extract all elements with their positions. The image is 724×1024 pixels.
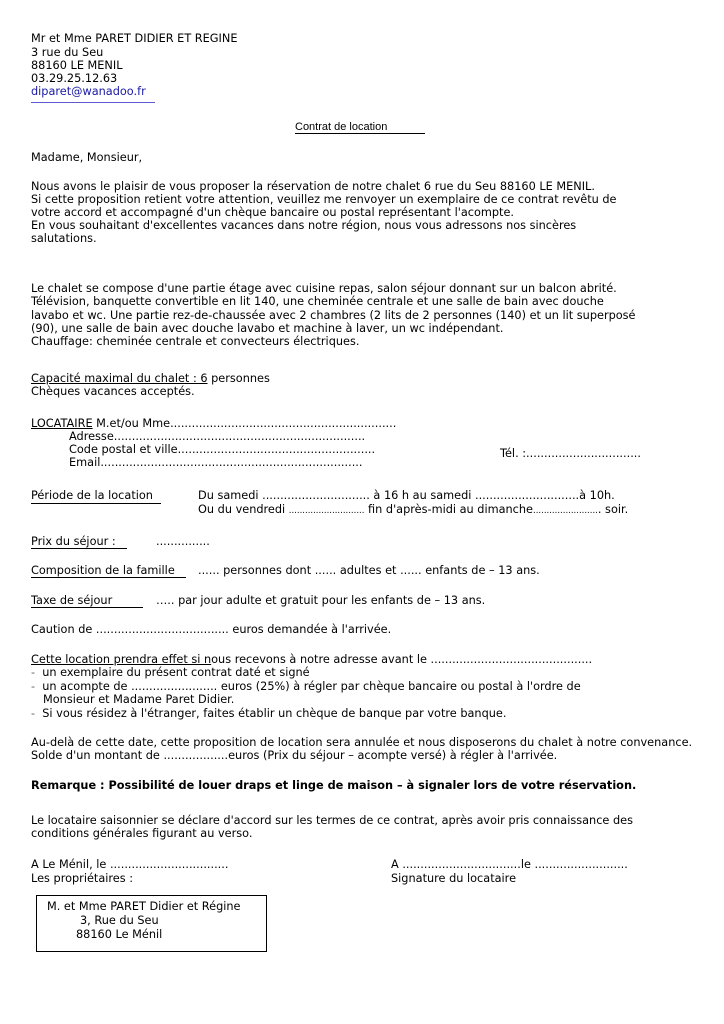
tax-label: Taxe de séjour xyxy=(31,594,113,607)
period-line-2-a: Ou du vendredi xyxy=(198,503,289,516)
price-label: Prix du séjour : xyxy=(31,535,116,548)
cheques-accepted: Chèques vacances acceptés. xyxy=(31,385,195,398)
capacity-label: Capacité maximal du chalet : 6 xyxy=(31,372,208,385)
tax-label-underline xyxy=(31,607,143,608)
description-line-4: (90), une salle de bain avec douche lavabo et machine à laver, un wc indépendant. xyxy=(31,322,504,335)
composition-label: Composition de la famille xyxy=(31,564,175,577)
price-label-underline xyxy=(31,548,127,549)
description-line-2: Télévision, banquette convertible en lit 140, une cheminée centrale et une salle de bain avec douche xyxy=(31,295,604,308)
sender-phone: 03.29.25.12.63 xyxy=(31,72,118,85)
sender-name: Mr et Mme PARET DIDIER ET REGINE xyxy=(31,32,238,45)
owners-label: Les propriétaires : xyxy=(31,872,134,885)
condition-item-1-text: un exemplaire du présent contrat daté et signé xyxy=(42,666,310,679)
condition-item-3: - Si vous résidez à l'étranger, faites établir un chèque de banque par votre banque. xyxy=(31,707,507,720)
intro-line-4: En vous souhaitant d'excellentes vacances dans notre région, nous vous adressons nos sincères xyxy=(31,219,577,232)
intro-line-1: Nous avons le plaisir de vous proposer la réservation de notre chalet 6 rue du Seu 88160 LE MENIL. xyxy=(31,180,595,193)
capacity-suffix: personnes xyxy=(207,372,270,385)
condition-item-2: - un acompte de ........................ euros (25%) à régler par chèque bancaire ou postal à l'ordre de xyxy=(31,680,581,693)
period-line-2-b: fin d'après-midi au dimanche xyxy=(364,503,534,516)
after-line-1: Au-delà de cette date, cette proposition de location sera annulée et nous disposerons du chalet à notre convenance. xyxy=(31,736,693,749)
composition-label-underline xyxy=(31,577,186,578)
stamp-line-2: 3, Rue du Seu xyxy=(80,914,159,927)
signature-place-right: A .................................le .......................... xyxy=(391,858,628,871)
condition-item-2-text: un acompte de ........................ euros (25%) à régler par chèque bancaire ou postal à l'ordre de xyxy=(42,680,581,693)
agreement-line-2: conditions générales figurant au verso. xyxy=(31,827,253,840)
capacity-line xyxy=(31,372,270,385)
document-title: Contrat de location xyxy=(295,121,388,133)
period-label: Période de la location xyxy=(31,489,153,502)
period-line-2-c: . soir. xyxy=(597,503,629,516)
description-line-1: Le chalet se compose d'une partie étage avec cuisine repas, salon séjour donnant sur un balcon abrité. xyxy=(31,282,617,295)
intro-line-2: Si cette proposition retient votre attention, veuillez me renvoyer un exemplaire de ce contrat revêtu de xyxy=(31,193,617,206)
tenant-name-line xyxy=(31,417,396,430)
description-line-3: lavabo et wc. Une partie rez-de-chaussée avec 2 chambres (2 lits de 2 personnes (140) et un lit superposé xyxy=(31,309,636,322)
condition-item-1: - un exemplaire du présent contrat daté et signé xyxy=(31,666,310,679)
conditions-lead xyxy=(31,653,592,666)
composition-value: ...... personnes dont ...... adultes et ...... enfants de – 13 ans. xyxy=(198,564,540,577)
intro-line-5: salutations. xyxy=(31,232,97,245)
sender-email-link[interactable]: diparet@wanadoo.fr xyxy=(31,85,146,98)
tenant-name-field: M.et/ou Mme............................................................... xyxy=(92,417,397,430)
period-line-1: Du samedi .............................. à 16 h au samedi .............................à 10h. xyxy=(198,489,615,502)
agreement-line-1: Le locataire saisonnier se déclare d'accord sur les termes de ce contrat, après avoir pris connaissance des xyxy=(31,814,633,827)
conditions-lead-rest: ous recevons à notre adresse avant le ............................................. xyxy=(211,653,593,666)
period-line-2-dots-1: ............................ xyxy=(288,506,365,516)
tenant-signature-label: Signature du locataire xyxy=(391,872,517,885)
stamp-line-3: 88160 Le Ménil xyxy=(76,928,163,941)
description-line-5: Chauffage: cheminée centrale et convecteurs électriques. xyxy=(31,335,360,348)
period-label-underline xyxy=(31,503,161,504)
tenant-email-field: Email......................................................................... xyxy=(69,456,363,469)
tenant-label: LOCATAIRE xyxy=(31,417,93,430)
condition-item-2-cont: Monsieur et Madame Paret Didier. xyxy=(43,693,235,706)
tenant-tel-field: Tél. :................................ xyxy=(500,447,641,460)
intro-line-3: votre accord et accompagné d'un chèque bancaire ou postal représentant l'acompte. xyxy=(31,206,515,219)
email-underline xyxy=(31,102,155,103)
condition-item-3-text: Si vous résidez à l'étranger, faites établir un chèque de banque par votre banque. xyxy=(42,707,507,720)
conditions-lead-underlined: Cette location prendra effet si n xyxy=(31,653,212,666)
greeting: Madame, Monsieur, xyxy=(31,151,143,164)
stamp-line-1: M. et Mme PARET Didier et Régine xyxy=(47,900,241,913)
deposit-line: Caution de ..................................... euros demandée à l'arrivée. xyxy=(31,623,392,636)
after-line-2: Solde d'un montant de ..................euros (Prix du séjour – acompte versé) à régler à l'arrivée. xyxy=(31,749,558,762)
period-line-2-dots-2: ........................ xyxy=(533,506,598,516)
period-line-2 xyxy=(198,503,628,518)
title-underline xyxy=(295,133,425,134)
remark: Remarque : Possibilité de louer draps et linge de maison – à signaler lors de votre réservation. xyxy=(31,779,637,792)
signature-place-left: A Le Ménil, le ................................. xyxy=(31,858,229,871)
sender-street: 3 rue du Seu xyxy=(31,46,104,59)
tenant-postal-field: Code postal et ville....................................................... xyxy=(69,443,376,456)
tax-value: ….. par jour adulte et gratuit pour les enfants de – 13 ans. xyxy=(156,594,486,607)
tenant-address-field: Adresse...................................................................... xyxy=(69,430,366,443)
sender-city: 88160 LE MENIL xyxy=(31,59,123,72)
price-value: ............... xyxy=(156,535,210,548)
